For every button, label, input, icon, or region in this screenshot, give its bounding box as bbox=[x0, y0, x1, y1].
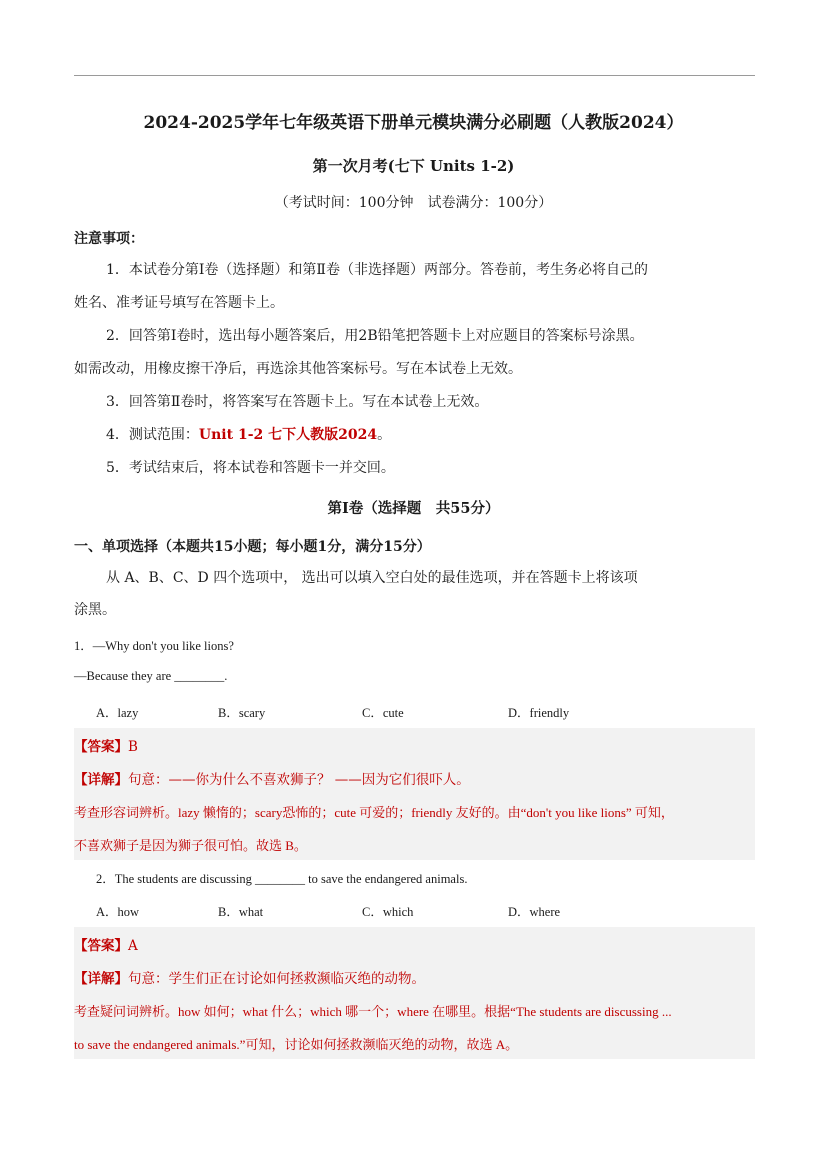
detail-text: 句意：学生们正在讨论如何拯救濒临灭绝的动物。 bbox=[128, 971, 425, 987]
test-range: Unit 1-2 七下人教版2024 bbox=[198, 427, 378, 443]
question-2-explanation-line-2: to save the endangered animals.”可知，讨论如何拯救濒临灭绝的动物，故选 A。 bbox=[74, 1037, 519, 1052]
question-2-option-a: A．how bbox=[96, 905, 140, 919]
question-2-option-c: C．which bbox=[362, 905, 414, 919]
question-2-option-d: D．where bbox=[508, 905, 561, 919]
part1-heading: 第Ⅰ卷（选择题 共55分） bbox=[327, 500, 500, 517]
exam-subtitle: 第一次月考(七下 Units 1-2) bbox=[312, 157, 515, 175]
question-2-explanation-line-1: 考查疑问词辨析。how 如何；what 什么；which 哪一个；where 在哪里。根据“The students are discussing ... bbox=[74, 1004, 672, 1019]
document-title: 2024-2025学年七年级英语下册单元模块满分必刷题（人教版2024） bbox=[143, 113, 684, 133]
notice-item-1-line-2: 姓名、准考证号填写在答题卡上。 bbox=[74, 295, 284, 311]
answer-value: B bbox=[128, 739, 138, 755]
detail-label: 【详解】 bbox=[74, 772, 128, 788]
detail-text: 句意：——你为什么不喜欢狮子？ ——因为它们很吓人。 bbox=[128, 772, 470, 788]
notice-item-2-line-2: 如需改动，用橡皮擦干净后，再选涂其他答案标号。写在本试卷上无效。 bbox=[74, 361, 522, 377]
question-1-explanation-line-1: 考查形容词辨析。lazy 懒惰的；scary恐怖的；cute 可爱的；friendly 友好的。由“don't you like lions” 可知， bbox=[74, 805, 674, 820]
instruction-line-2: 涂黑。 bbox=[74, 602, 116, 618]
question-1-dialogue: —Because they are ________. bbox=[74, 669, 228, 683]
notice-item-3: 3．回答第Ⅱ卷时，将答案写在答题卡上。写在本试卷上无效。 bbox=[106, 394, 489, 410]
instruction-line-1: 从 A、B、C、D 四个选项中， 选出可以填入空白处的最佳选项，并在答题卡上将该项 bbox=[106, 570, 638, 586]
question-1-option-d: D．friendly bbox=[508, 706, 570, 720]
answer-value: A bbox=[128, 938, 138, 954]
notice-item-1-line-1: 1．本试卷分第Ⅰ卷（选择题）和第Ⅱ卷（非选择题）两部分。答卷前，考生务必将自己的 bbox=[106, 262, 648, 278]
question-2-stem: 2．The students are discussing ________ to save the endangered animals. bbox=[96, 872, 468, 886]
exam-info: （考试时间：100分钟 试卷满分：100分） bbox=[274, 195, 553, 211]
header-rule bbox=[74, 75, 755, 76]
section1-heading: 一、单项选择（本题共15小题；每小题1分，满分15分） bbox=[74, 539, 431, 555]
notice-heading: 注意事项： bbox=[74, 231, 144, 247]
answer-label: 【答案】 bbox=[74, 938, 128, 954]
notice-item-4-suffix: 。 bbox=[377, 427, 392, 443]
question-2-option-b: B．what bbox=[218, 905, 264, 919]
question-1-option-a: A．lazy bbox=[96, 706, 139, 720]
question-1-stem: 1．—Why don't you like lions? bbox=[74, 639, 234, 653]
answer-label: 【答案】 bbox=[74, 739, 128, 755]
question-2-answer bbox=[74, 934, 138, 954]
question-1-answer bbox=[74, 735, 138, 755]
question-1-detail bbox=[74, 768, 470, 788]
question-1-explanation-line-2: 不喜欢狮子是因为狮子很可怕。故选 B。 bbox=[74, 838, 307, 853]
notice-item-4 bbox=[106, 425, 391, 445]
question-2-detail bbox=[74, 967, 425, 987]
notice-item-4-prefix: 4．测试范围： bbox=[106, 427, 199, 443]
question-1-option-b: B．scary bbox=[218, 706, 266, 720]
detail-label: 【详解】 bbox=[74, 971, 128, 987]
notice-item-2-line-1: 2．回答第Ⅰ卷时，选出每小题答案后，用2B铅笔把答题卡上对应题目的答案标号涂黑。 bbox=[106, 328, 644, 344]
question-1-option-c: C．cute bbox=[362, 706, 404, 720]
notice-item-5: 5．考试结束后，将本试卷和答题卡一并交回。 bbox=[106, 460, 395, 476]
